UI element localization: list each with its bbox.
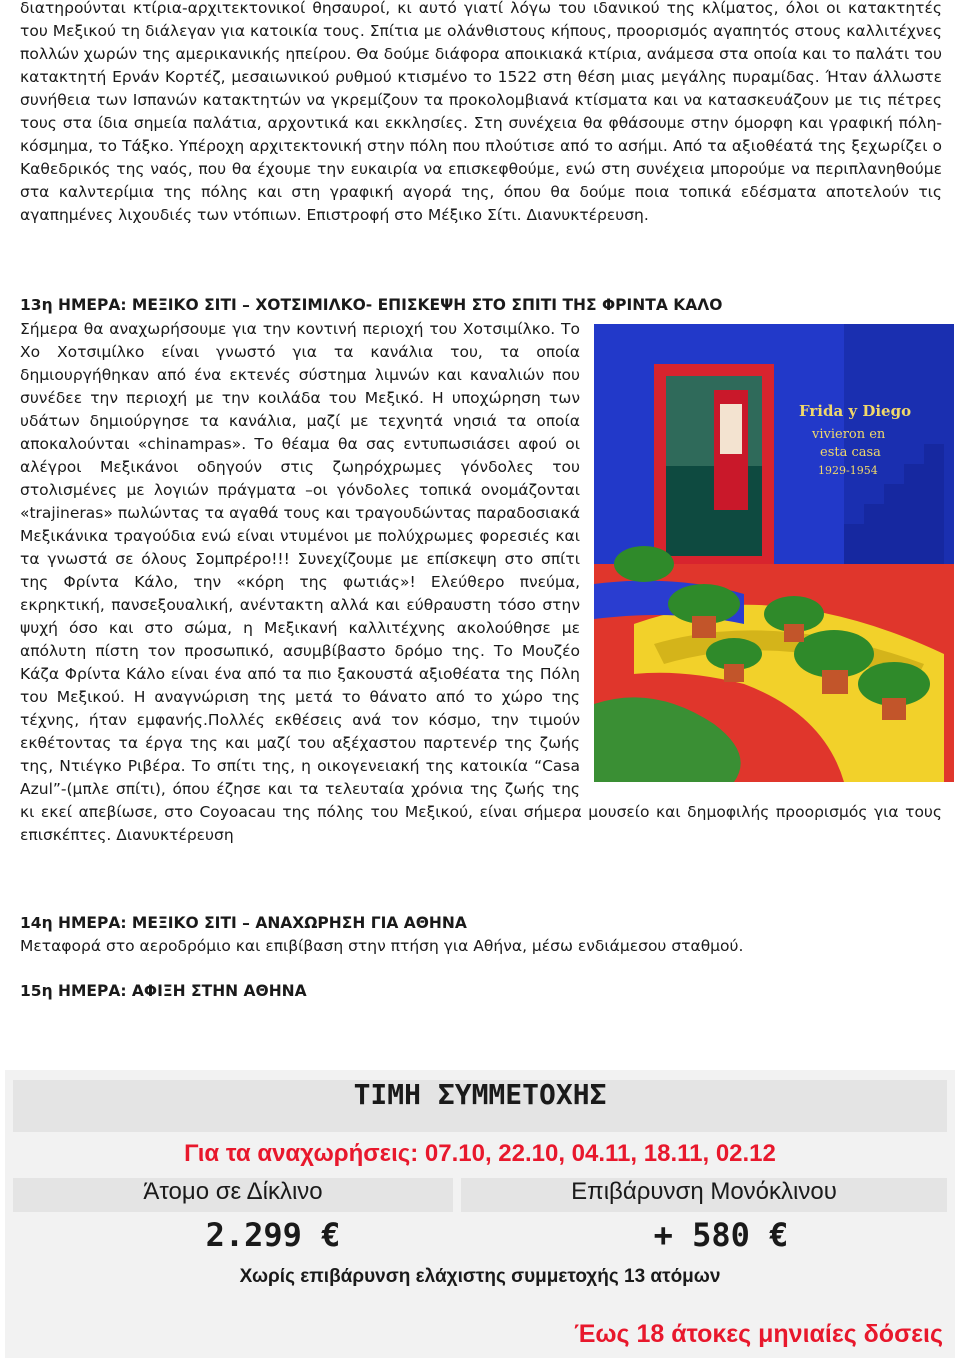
pricing-single-price: + 580 € — [653, 1216, 789, 1254]
pricing-departures: Για τα αναχωρήσεις: 07.10, 22.10, 04.11, 18.11, 02.12 — [184, 1140, 776, 1167]
pricing-single-label: Επιβάρυνση Μονόκλινου — [571, 1178, 837, 1205]
wall-text-years: 1929-1954 — [818, 464, 878, 477]
wall-text-line3: esta casa — [820, 445, 881, 460]
day13-text: Σήμερα θα αναχωρήσουμε για την κοντινή περιοχή του Χοτσιμίλκο. Το Χο Χοτσιμίλκο είναι γνωστό για τα κανάλια του, τα οποία δημιουργήθηκαν από ένα εκτενές σύστημα λιμνών και καναλιών που συνέδεε την περιοχή με την κοιλάδα του Μεξικό. Η υποχώρηση των υδάτων δημιούργησε τα κανάλια, μαζί με τεχνητά νησιά τα οποία αποκαλούνται «chinampas». Το θέαμα θα σας εντυπωσιάσει αφού οι αλέγροι Μεξικάνοι οδηγούν στις ζωηρόχρωμες γόνδολες του στολισμένες με λογιών πράγματα –οι γόνδολες τοπικά ονομάζονται «trajineras» πωλώντας τα αγαθά τους και τραγουδώντας παραδοσιακά Μεξικάνικα τραγούδια ενώ είναι ντυμένοι με πολύχρωμες φορεσιές και τα γνωστά σε όλους Σομπρέρο!!! Συνεχίζουμε με επίσκεψη στο σπίτι της Φρίντα Κάλο, την «κόρη της φωτιάς»! Ελεύθερο πνεύμα, εκρηκτική, πανσεξουαλική, ανέντακτη αλλά και εύθραυστη τόσο στην ψυχή όσο και στο σώμα, η Μεξικανή καλλιτέχνης ακολούθησε με απόλυτη πίστη τον προσωπικό, ασυμβίβαστο δρόμο της. Το Μουζέο Κάζα Φρίντα Κάλο είναι ένα από τα πιο ξακουστά αξιοθέατα της Πόλη του Μεξικού. Η αναγνώριση της μετά το θάνατο από το χώρο της τέχνης, ήταν εμφανής.Πολλές εκθέσεις ανά τον κόσμο, την τιμούν εκθέτοντας τα έργα της και μαζί του αξέχαστου παρτενέρ της ζωής της, Ντιέγκο Ριβέρα. Το σπίτι της, η οικογενειακή της κατοικία “Casa Azul”-(μπλε σπίτι), όπου έζησε και τα τελευταία χρόνια της ζωής της κι εκεί απεβίωσε, στο Coyoacau της πόλης του Μεξικού, είναι σήμερα μουσείο και δημοφιλής προορισμός για τους επισκέπτες. Διανυκτέρευση — [20, 320, 942, 844]
pricing-installments: Έως 18 άτοκες μηνιαίες δόσεις — [574, 1320, 943, 1348]
day13-title: 13η ΗΜΕΡΑ: ΜΕΞΙΚΟ ΣΙΤΙ – ΧΟΤΣΙΜΙΛΚΟ- ΕΠΙΣΚΕΨΗ ΣΤΟ ΣΠΙΤΙ ΤΗΣ ΦΡΙΝΤΑ ΚΑΛΟ — [20, 296, 723, 314]
wall-text-line2: vivieron en — [812, 427, 886, 442]
frida-kahlo-house-photo — [594, 324, 954, 782]
day14-text: Μεταφορά στο αεροδρόμιο και επιβίβαση στην πτήση για Αθήνα, μέσω ενδιάμεσου σταθμού. — [20, 937, 744, 955]
day14-title: 14η ΗΜΕΡΑ: ΜΕΞΙΚΟ ΣΙΤΙ – ΑΝΑΧΩΡΗΣΗ ΓΙΑ ΑΘΗΝΑ — [20, 914, 467, 932]
wall-text-line1: Frida y Diego — [799, 402, 912, 420]
pricing-note: Χωρίς επιβάρυνση ελάχιστης συμμετοχής 13 ατόμων — [239, 1266, 721, 1287]
pricing-double-price: 2.299 € — [205, 1216, 341, 1254]
pricing-heading: ΤΙΜΗ ΣΥΜΜΕΤΟΧΗΣ — [353, 1078, 607, 1111]
intro-paragraph: διατηρούνται κτίρια-αρχιτεκτονικοί θησαυροί, κι αυτό γιατί λόγω του ιδανικού της κλίματος, όλοι οι κατακτητές του Μεξικού τη διάλεγαν για κατοικία τους. Σπίτια με ολάνθιστους κήπους, προορισμός αγαπητός στους καλλιτέχνες πολλών χωρών της αμερικανικής ηπείρου. Θα δούμε διάφορα αποικιακά κτίρια, ανάμεσα στα οποία και το παλάτι του κατακτητή Ερνάν Κορτέζ, μεσαιωνικού ρυθμού κτισμένο το 1522 στη θέση μιας μεγάλης πυραμίδας. Ήταν άλλωστε συνήθεια των Ισπανών κατακτητών να γκρεμίζουν τα προκολομβιανά κτίσματα και να κατασκευάζουν με τις πέτρες τους στα ίδια σημεία παλάτια, αρχοντικά και εκκλησίες. Στη συνέχεια θα φθάσουμε στην όμορφη και γραφική πόλη-κόσμημα, το Τάξκο. Υπέροχη αρχιτεκτονική στην πόλη που πλούτισε από το ασήμι. Από τα αξιοθέατά της ξεχωρίζει ο Καθεδρικός της ναός, που θα έχουμε την ευκαιρία να επισκεφθούμε, ενώ στη συνέχεια μπορούμε να περιπλανηθούμε στα καλντερίμια της πόλης και στη γραφική αγορά της, όπου θα δούμε ποια τοπικά εδέσματα αποτελούν τις αγαπημένες λιχουδιές των ντόπιων. Επιστροφή στο Μέξικο Σίτι. Διανυκτέρευση. — [20, 0, 942, 224]
day13-section — [20, 318, 942, 847]
pricing-box — [5, 1070, 955, 1358]
pricing-double-label: Άτομο σε Δίκλινο — [143, 1178, 323, 1205]
day15-title: 15η ΗΜΕΡΑ: ΑΦΙΞΗ ΣΤΗΝ ΑΘΗΝΑ — [20, 982, 307, 1000]
